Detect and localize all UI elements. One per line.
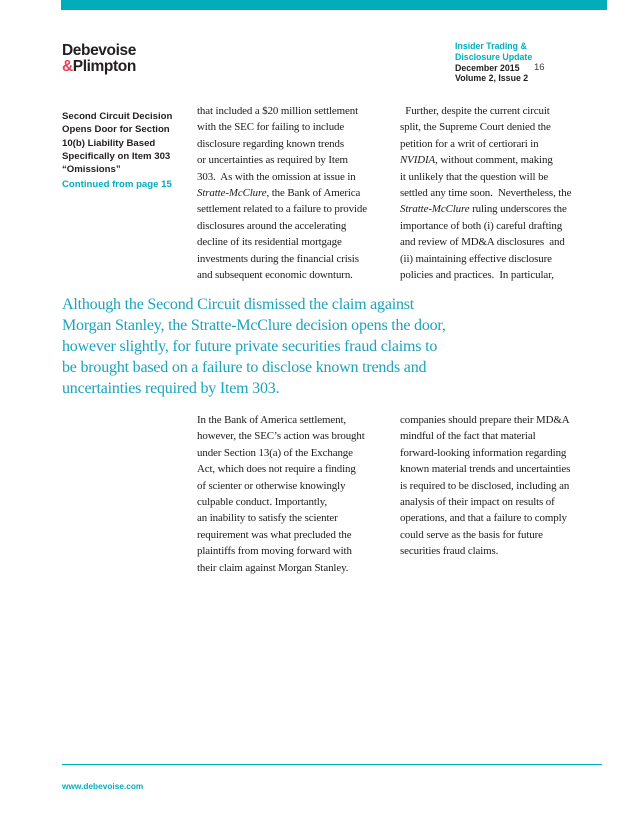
brand-word-plimpton: Plimpton bbox=[72, 58, 136, 75]
website-link[interactable]: www.debevoise.com bbox=[62, 781, 144, 791]
sidebar-article-heading: Second Circuit Decision Opens Door for Section 10(b) Liability Based Specifically on Item 303 “Omissions” bbox=[62, 111, 173, 176]
sidebar bbox=[62, 110, 196, 192]
brand-logo bbox=[62, 43, 136, 75]
bottom-column-2: companies should prepare their MD&A mindful of the fact that material forward-looking information regarding known material trends and uncertainties is required to be disclosed, including an analysis of their impact on results of operations, and that a failure to comply could serve as the basis for future securities fraud claims. bbox=[400, 414, 571, 558]
publication-title: Insider Trading & Disclosure Update bbox=[455, 41, 533, 62]
top-column-2: Further, despite the current circuit split, the Supreme Court denied the petition for a writ of certiorari in NVIDIA, without comment, making it unlikely that the question will be settled any time soon. Nevertheless, the Stratte-McClure ruling underscores the importance of both (i) careful drafting and review of MD&A disclosures and (ii) maintaining effective disclosure policies and practices. In particular, bbox=[400, 105, 572, 282]
top-text-columns bbox=[197, 103, 600, 283]
brand-line2 bbox=[62, 59, 136, 75]
page-number: 16 bbox=[534, 62, 545, 73]
brand-word-debevoise: Debevoise bbox=[62, 42, 136, 59]
bottom-column-1: In the Bank of America settlement, however, the SEC’s action was brought under Section 13(a) of the Exchange Act, which does not require a finding of scienter or otherwise knowingly culpable conduct. Importantly, an inability to satisfy the scienter requirement was what precluded the plaintiffs from moving forward with their claim against Morgan Stanley. bbox=[197, 414, 365, 574]
masthead bbox=[455, 41, 532, 84]
top-accent-bar bbox=[61, 0, 607, 10]
top-column-1: that included a $20 million settlement with the SEC for failing to include disclosure regarding known trends or uncertainties as required by Item 303. As with the omission at issue in Stratte-McClure, the Bank of America settlement related to a failure to provide disclosures around the accelerating decline of its residential mortgage investments during the financial crisis and subsequent economic downturn. bbox=[197, 105, 367, 282]
issue-date: December 2015 bbox=[455, 62, 520, 73]
footer-rule bbox=[62, 764, 602, 765]
continued-from-link[interactable]: Continued from page 15 bbox=[62, 179, 172, 191]
pull-quote: Although the Second Circuit dismissed the claim against Morgan Stanley, the Stratte-McClure decision opens the door, however slightly, for future private securities fraud claims to be brought based on a failure to disclose known trends and uncertainties required by Item 303. bbox=[62, 296, 446, 397]
bottom-text-columns bbox=[197, 412, 600, 576]
issue-volume: Volume 2, Issue 2 bbox=[455, 73, 529, 84]
brand-ampersand: & bbox=[62, 58, 73, 75]
